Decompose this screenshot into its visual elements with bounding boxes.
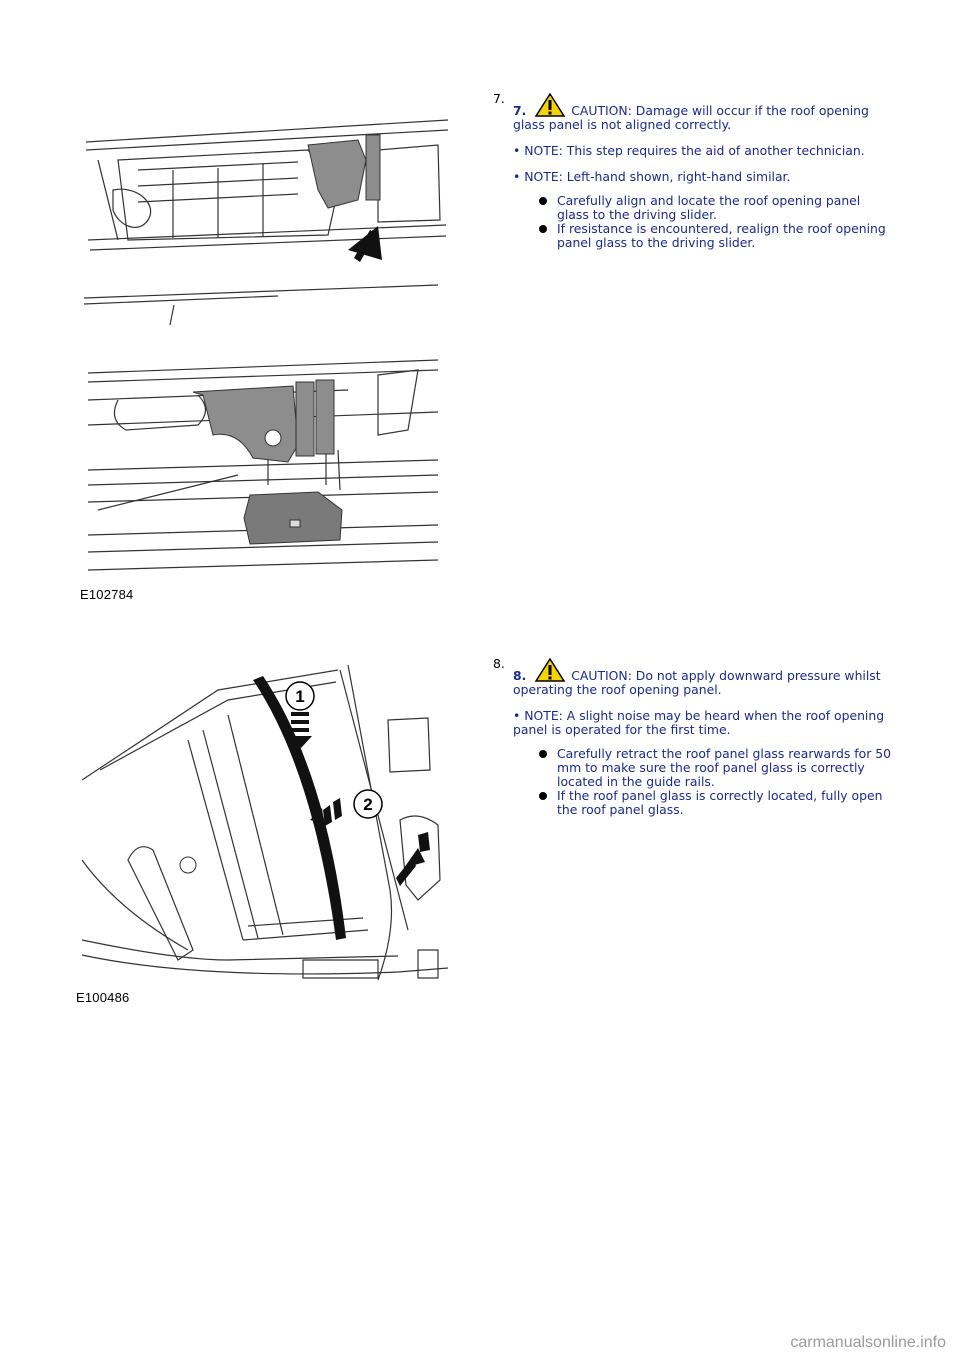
step-bold-number: 7. bbox=[513, 103, 527, 118]
step-bold-number: 8. bbox=[513, 668, 527, 683]
step-number: 7. bbox=[493, 91, 505, 106]
callout-1: 1 bbox=[295, 687, 305, 706]
note-text: • NOTE: This step requires the aid of another technician. bbox=[513, 143, 865, 158]
list-item: If resistance is encountered, realign the roof opening panel glass to the driving slider. bbox=[539, 222, 893, 250]
figure-id-label: E100486 bbox=[76, 990, 130, 1005]
figure-e100486-illustration bbox=[78, 660, 450, 990]
bullet-list bbox=[539, 194, 893, 250]
step-body bbox=[513, 92, 893, 250]
caution-text: CAUTION: Damage will occur if the roof opening glass panel is not aligned correctly. bbox=[513, 103, 869, 132]
bullet-list bbox=[539, 747, 893, 817]
step-caution bbox=[513, 657, 893, 697]
list-item: Carefully align and locate the roof opening panel glass to the driving slider. bbox=[539, 194, 893, 222]
callout-2: 2 bbox=[363, 795, 373, 814]
figure-e100486 bbox=[78, 660, 450, 1005]
list-item: Carefully retract the roof panel glass rearwards for 50 mm to make sure the roof panel glass is correctly located in the guide rails. bbox=[539, 747, 893, 789]
note-text: • NOTE: A slight noise may be heard when the roof opening panel is operated for the first time. bbox=[513, 708, 885, 737]
step-caution bbox=[513, 92, 893, 132]
caution-text: CAUTION: Do not apply downward pressure whilst operating the roof opening panel. bbox=[513, 668, 881, 697]
note-text: • NOTE: Left-hand shown, right-hand similar. bbox=[513, 169, 791, 184]
warning-triangle-icon bbox=[534, 92, 566, 118]
step-7 bbox=[493, 92, 893, 250]
list-item: If the roof panel glass is correctly located, fully open the roof panel glass. bbox=[539, 789, 893, 817]
figure-id-label: E102784 bbox=[80, 587, 134, 602]
figure-e102784 bbox=[78, 90, 450, 602]
step-8 bbox=[493, 657, 893, 817]
warning-triangle-icon bbox=[534, 657, 566, 683]
watermark: carmanualsonline.info bbox=[790, 1334, 946, 1351]
figure-e102784-illustration bbox=[78, 90, 450, 590]
step-body bbox=[513, 657, 893, 817]
step-number: 8. bbox=[493, 656, 505, 671]
